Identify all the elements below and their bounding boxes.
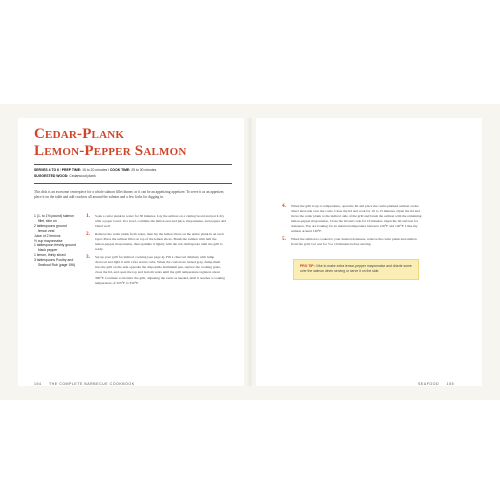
recipe-meta-line2 — [34, 174, 234, 179]
right-page — [256, 118, 482, 386]
right-footer — [418, 382, 454, 386]
section-name: SEAFOOD — [418, 382, 440, 386]
step — [86, 232, 226, 252]
left-page-number: 154 — [34, 382, 42, 386]
step — [282, 204, 422, 234]
pro-tip-label: PRO TIP: — [300, 264, 315, 268]
title-rule — [34, 164, 232, 165]
recipe-title — [34, 126, 234, 160]
ingredient-item: 1 tablespoon freshly ground black pepper — [34, 243, 76, 253]
step-text: When the grill is up to temperature, open the lid and place the cedar-planked salmon on the direct heat side over the coals. Close the lid and cook for 10 to 15 minutes. Open the lid and move the cedar plank to the indirect side of the grill and brush the salmon with the remaining lemon-pepper mayonnaise. Close the lid and cook for 10 minutes. Open the lid and test for doneness. You are looking for an internal temperature between 120°F and 140°F. I like my salmon around 130°F. — [291, 204, 422, 234]
cook-label: COOK TIME: — [109, 168, 131, 172]
ingredient-item: 3 tablespoons Poultry and Seafood Rub (page 196) — [34, 258, 76, 268]
step-text: Remove the cedar plank from water, then lay the lemon slices on the entire plank in an even layer. Place the salmon fillet on top of the lemon slices. Brush the salmon with half the lemon-pepper mayonnaise, then sprinkle it lightly with the rub. Refrigerate until the grill is ready. — [95, 232, 224, 252]
step-number: 3. — [86, 254, 90, 261]
ingredient-item: 2 tablespoons ground lemon zest — [34, 223, 67, 233]
recipe-title-line2: Lemon-Pepper Salmon — [34, 143, 187, 159]
ingredient-item: 1 lemon, thinly sliced — [34, 253, 66, 258]
pro-tip-text: I like to make extra lemon-pepper mayonnaise and drizzle some over the salmon when serving or serve it on the side. — [300, 264, 412, 273]
cook-value: 25 to 30 minutes — [131, 168, 157, 172]
ingredient-item: Juice of 2 lemons — [34, 233, 61, 238]
ingredient-item: 1 (1- to 1½-pound) salmon fillet, skin on — [34, 214, 74, 223]
step — [86, 255, 226, 285]
steps-left — [86, 214, 226, 289]
step-text: Set up your grill for indirect cooking (see page 4). Fill a charcoal chimney with lump charcoal and light it with a fire starter cube. When the coals have turned gray, dump them into the grill on the side opposite the disposable aluminum pan, replace the cooking grate, close the lid, and open the top and bottom vents until the grill temperature registers about 300°F. Continue to monitor the grill, adjusting the vents as needed, until it reaches a cooking temperature of 325°F to 350°F. — [95, 255, 225, 285]
step-number: 5. — [282, 236, 286, 243]
wood-label: SUGGESTED WOOD: — [34, 174, 69, 178]
book-spread — [0, 104, 500, 400]
ingredient-list — [34, 214, 76, 268]
prep-label: PREP TIME: — [61, 168, 82, 172]
pro-tip-box — [293, 259, 419, 280]
step — [282, 237, 422, 247]
steps-right — [282, 204, 422, 250]
wood-value: Cedarwood plank — [69, 174, 96, 178]
ingredient-item: ½ cup mayonnaise — [34, 238, 63, 243]
step-text: When the salmon is cooked to your desired doneness, remove the cedar plank and salmon from the grill. Let rest for 5 to 10 minutes before serving. — [291, 237, 417, 247]
recipe-intro: This dish is an awesome centerpiece for a whole salmon fillet dinner, or it can be an appetizing appetizer. To serve it as an appetizer, place it on the table and add crackers all around the salmon and a few forks for digging in. — [34, 190, 225, 200]
serves-label: SERVES 4 TO 6 — [34, 168, 59, 172]
recipe-meta-line1: SERVES 4 TO 6 / PREP TIME: 15 to 20 minutes / COOK TIME: 25 to 30 minutes — [34, 168, 157, 172]
left-page — [18, 118, 244, 386]
recipe-title-line1: Cedar-Plank — [34, 126, 125, 142]
book-gutter — [247, 118, 253, 386]
step — [86, 214, 226, 229]
step-number: 4. — [282, 203, 286, 209]
step-text: Soak a cedar plank in water for 30 minutes. Lay the salmon on a cutting board and pat it dry with a paper towel. In a bowl, combine the lemon zest and juice, mayonnaise, and pepper and blend well. — [95, 214, 227, 229]
right-page-number: 155 — [446, 382, 455, 386]
left-footer — [34, 382, 135, 386]
meta-rule — [34, 183, 232, 184]
step-number: 2. — [86, 231, 90, 238]
step-number: 1. — [86, 213, 90, 219]
book-title: THE COMPLETE BARBECUE COOKBOOK — [48, 382, 135, 386]
prep-value: 15 to 20 minutes — [82, 168, 108, 172]
